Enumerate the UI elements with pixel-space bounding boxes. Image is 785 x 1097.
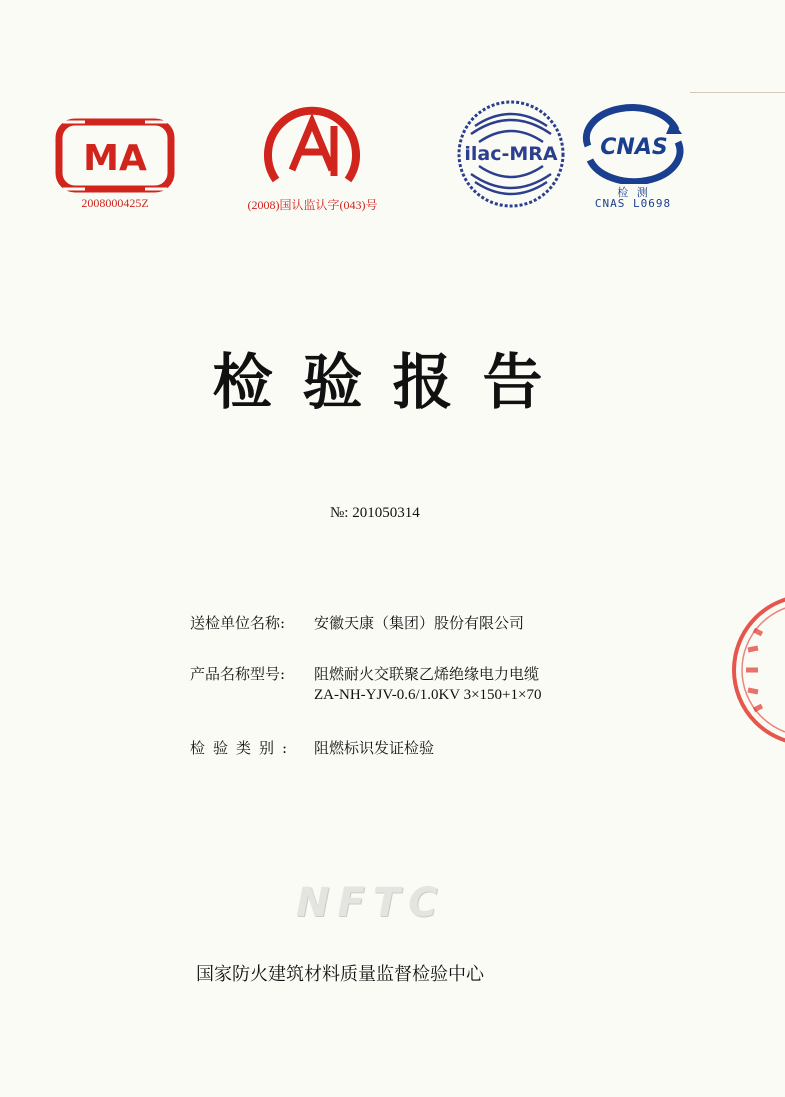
cnas-logo-icon [578, 104, 688, 184]
test-type-value: 阻燃标识发证检验 [314, 739, 435, 757]
product-field [190, 663, 539, 684]
nftc-watermark: NFTC [296, 880, 446, 926]
product-label: 产品名称型号: [190, 665, 286, 683]
svg-text:ilac-MRA: ilac-MRA [464, 143, 558, 165]
product-model: ZA-NH-YJV-0.6/1.0KV 3×150+1×70 [314, 687, 542, 703]
cnas-sub-label: 检 测 [617, 186, 649, 199]
official-seal-icon [728, 590, 785, 750]
client-field [190, 612, 524, 633]
svg-text:MA: MA [83, 138, 147, 179]
report-title: 检验报告 [212, 348, 573, 418]
cma-cert-number: 2008000425Z [81, 196, 149, 210]
product-value: 阻燃耐火交联聚乙烯绝缘电力电缆 [314, 665, 540, 683]
cal-logo-icon [258, 100, 366, 192]
client-label: 送检单位名称: [190, 614, 286, 632]
cma-logo-icon [55, 118, 175, 193]
issuing-organization: 国家防火建筑材料质量监督检验中心 [196, 964, 484, 985]
test-type-field [190, 737, 434, 758]
report-number: №: 201050314 [330, 505, 420, 521]
test-type-label: 检验类别: [190, 739, 296, 757]
scan-edge-line [690, 92, 785, 93]
svg-text:CNAS: CNAS [600, 135, 668, 160]
ilac-mra-logo-icon [455, 98, 567, 210]
cal-approval-text: (2008)国认监认字(043)号 [247, 198, 378, 212]
cnas-cert-code: CNAS L0698 [594, 197, 672, 210]
client-value: 安徽天康（集团）股份有限公司 [314, 614, 525, 632]
